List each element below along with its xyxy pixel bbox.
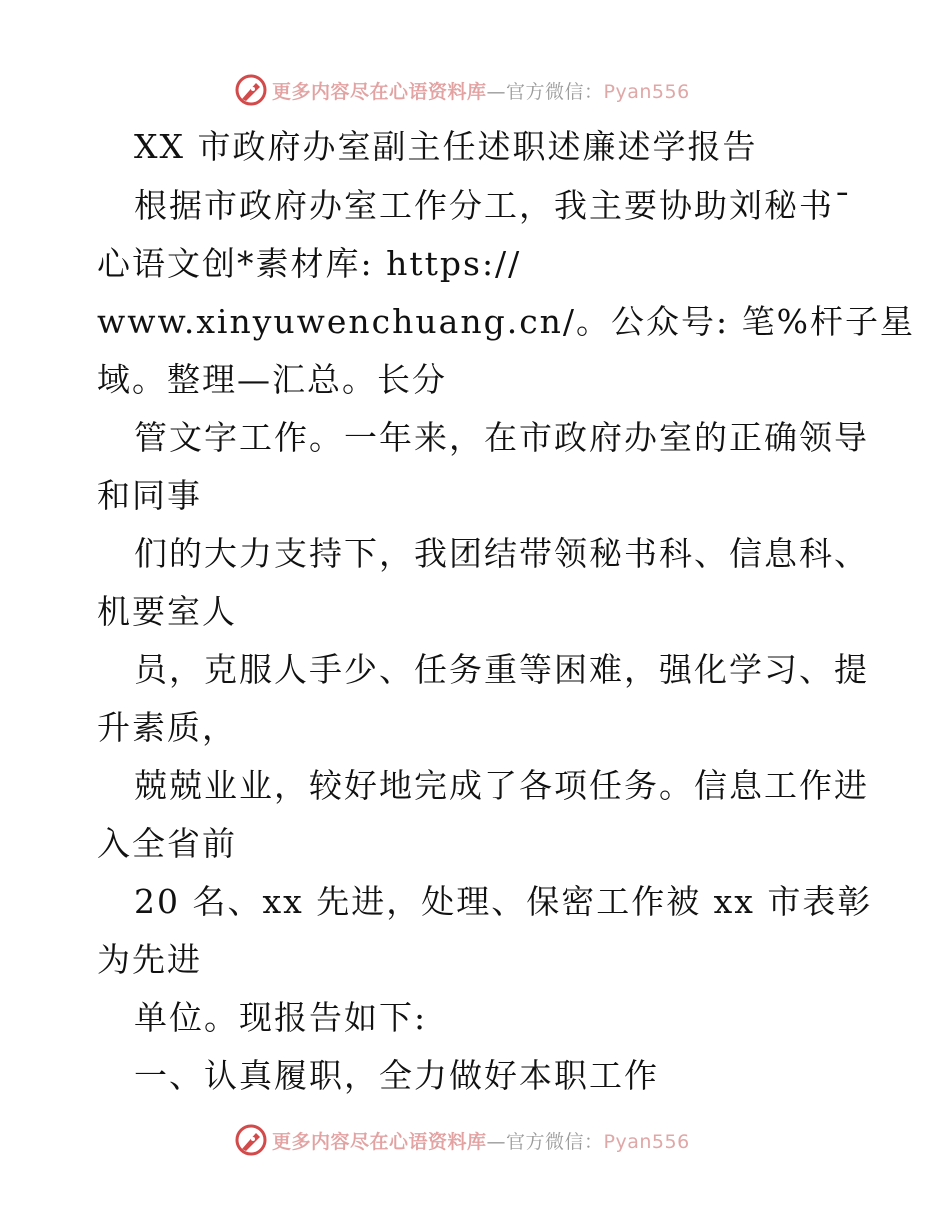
text-line: 升素质，: [97, 708, 237, 747]
text-line: 域。整理—汇总。长分: [97, 360, 447, 399]
footer-banner-text: [272, 1127, 690, 1154]
text-line: 机要室人: [97, 592, 237, 631]
text-line: 单位。现报告如下:: [134, 998, 428, 1037]
text-line: 根据市政府办室工作分工，我主要协助刘秘书¯: [134, 186, 853, 225]
header-banner-main: 更多内容尽在心语资料库: [272, 80, 487, 103]
text-line: 兢兢业业，较好地完成了各项任务。信息工作进: [134, 766, 869, 805]
text-line: 们的大力支持下，我团结带领秘书科、信息科、: [134, 534, 869, 573]
header-banner-wechat: Pyan556: [603, 80, 690, 103]
text-line: 心语文创*素材库: https://: [97, 244, 522, 283]
section-heading: 一、认真履职，全力做好本职工作: [134, 1056, 659, 1095]
footer-banner-wechat: Pyan556: [603, 1130, 690, 1153]
text-line: 员，克服人手少、任务重等困难，强化学习、提: [134, 650, 869, 689]
document-title: XX 市政府办室副主任述职述廉述学报告: [134, 127, 758, 166]
text-line: 入全省前: [97, 824, 237, 863]
text-line: 和同事: [97, 476, 202, 515]
text-line: 20 名、xx 先进，处理、保密工作被 xx 市表彰: [134, 882, 873, 921]
text-line: www.xinyuwenchuang.cn/。公众号: 笔%杆子星: [97, 302, 916, 341]
header-banner-sep: —官方微信：: [486, 80, 604, 103]
footer-banner-main: 更多内容尽在心语资料库: [272, 1130, 487, 1153]
pen-nib-circle-icon: [234, 1123, 268, 1157]
text-line: 为先进: [97, 940, 202, 979]
footer-banner-sep: —官方微信：: [486, 1130, 604, 1153]
text-line: 管文字工作。一年来，在市政府办室的正确领导: [134, 418, 869, 457]
footer-banner: [234, 1122, 754, 1158]
